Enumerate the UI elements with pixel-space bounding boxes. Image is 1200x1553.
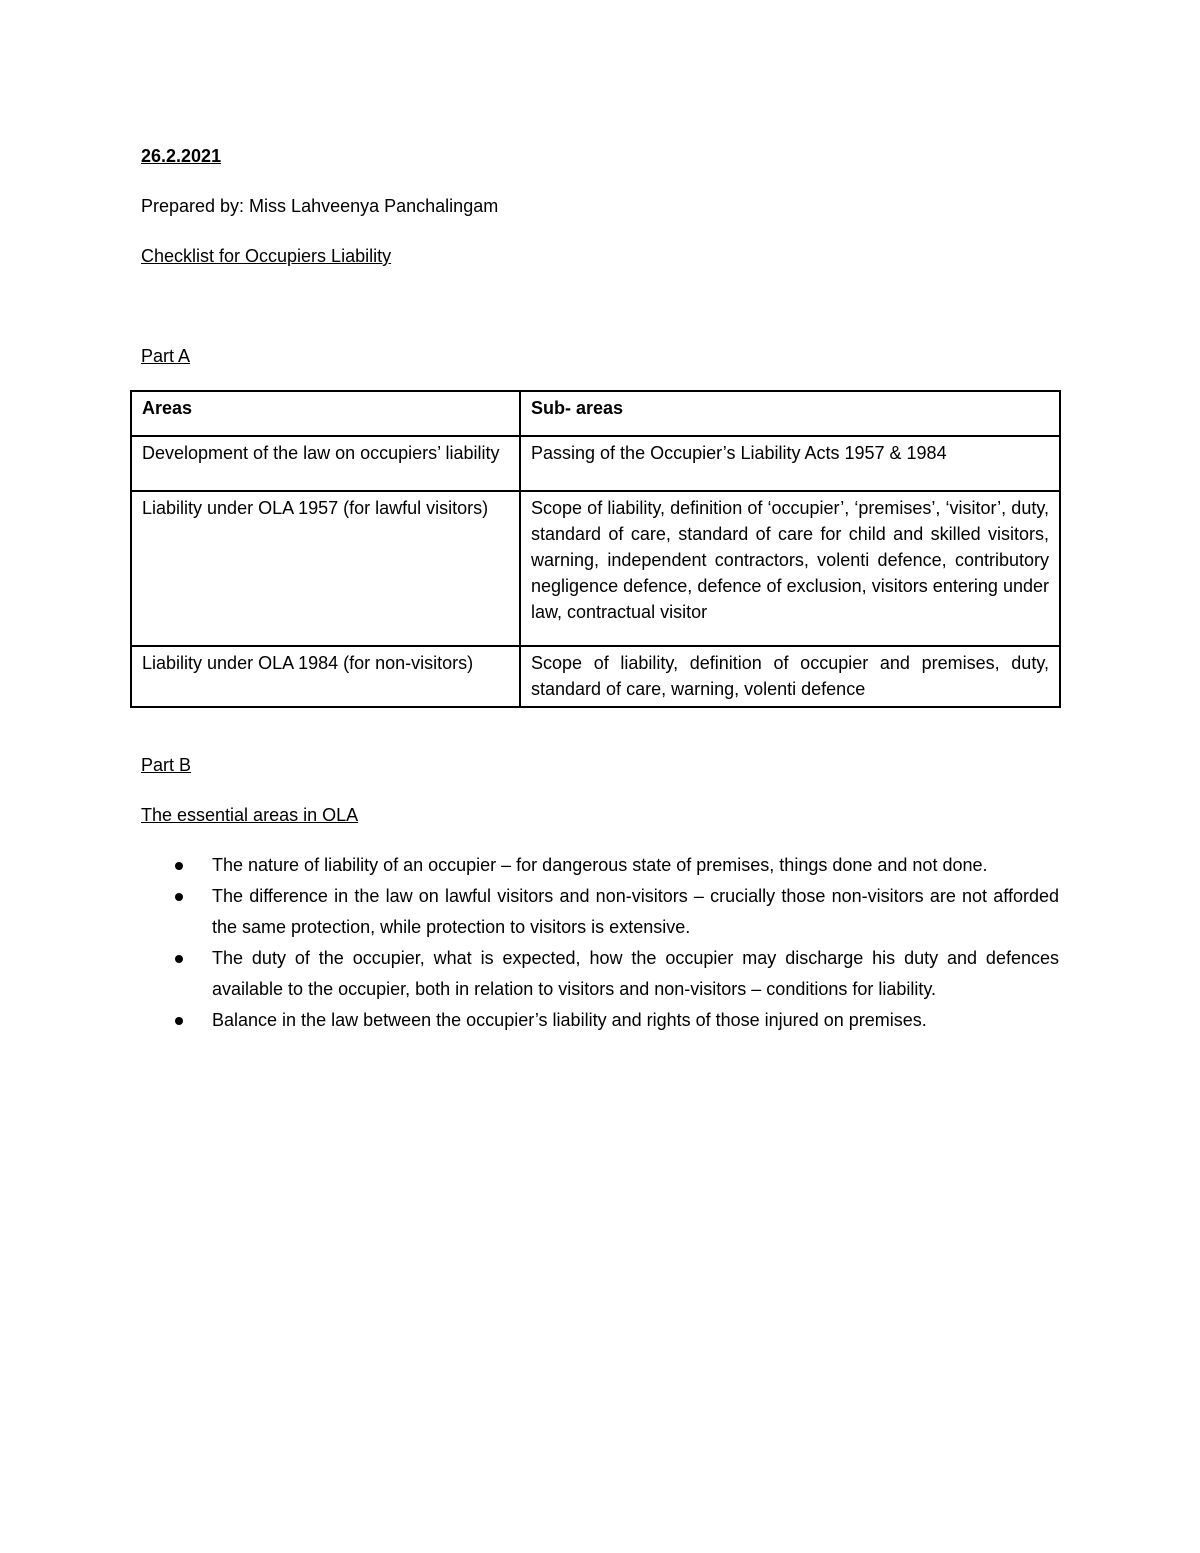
list-item-text: Balance in the law between the occupier’s liability and rights of those injured on premises. (212, 1010, 927, 1030)
list-item-text: The duty of the occupier, what is expected, how the occupier may discharge his duty and defences available to the occupier, both in relation to visitors and non-visitors – conditions for liability. (212, 948, 1059, 999)
table-row (131, 491, 1060, 646)
area-cell: Liability under OLA 1957 (for lawful visitors) (131, 491, 520, 646)
list-item (141, 1005, 1059, 1036)
bullet-icon (175, 955, 183, 963)
list-item-text: The nature of liability of an occupier – for dangerous state of premises, things done and not done. (212, 855, 988, 875)
bullet-icon (175, 1017, 183, 1025)
sub-areas-cell: Passing of the Occupier’s Liability Acts 1957 & 1984 (520, 436, 1060, 491)
sub-areas-cell: Scope of liability, definition of ‘occupier’, ‘premises’, ‘visitor’, duty, standard of care, standard of care for child and skilled visitors, warning, independent contractors, volenti defence, contributory negligence defence, defence of exclusion, visitors entering under law, contractual visitor (520, 491, 1060, 646)
table-header-row (131, 391, 1060, 436)
part-b-heading: Part B (141, 755, 192, 775)
area-cell: Development of the law on occupiers’ liability (131, 436, 520, 491)
document-date: 26.2.2021 (141, 146, 222, 166)
document-title: Checklist for Occupiers Liability (141, 246, 392, 266)
list-item (141, 943, 1059, 1005)
sub-areas-cell: Scope of liability, definition of occupier and premises, duty, standard of care, warning, volenti defence (520, 646, 1060, 707)
bullet-icon (175, 862, 183, 870)
header-areas: Areas (131, 391, 520, 436)
areas-table (130, 390, 1061, 708)
list-item-text: The difference in the law on lawful visitors and non-visitors – crucially those non-visitors are not afforded the same protection, while protection to visitors is extensive. (212, 886, 1059, 937)
header-sub-areas: Sub- areas (520, 391, 1060, 436)
bullet-icon (175, 893, 183, 901)
table-row (131, 646, 1060, 707)
part-a-heading: Part A (141, 346, 191, 366)
table-row (131, 436, 1060, 491)
list-item (141, 850, 1059, 881)
essential-areas-list (141, 850, 1059, 1036)
part-b-subheading: The essential areas in OLA (141, 805, 359, 825)
prepared-by: Prepared by: Miss Lahveenya Panchalingam (141, 196, 499, 216)
area-cell: Liability under OLA 1984 (for non-visitors) (131, 646, 520, 707)
list-item (141, 881, 1059, 943)
